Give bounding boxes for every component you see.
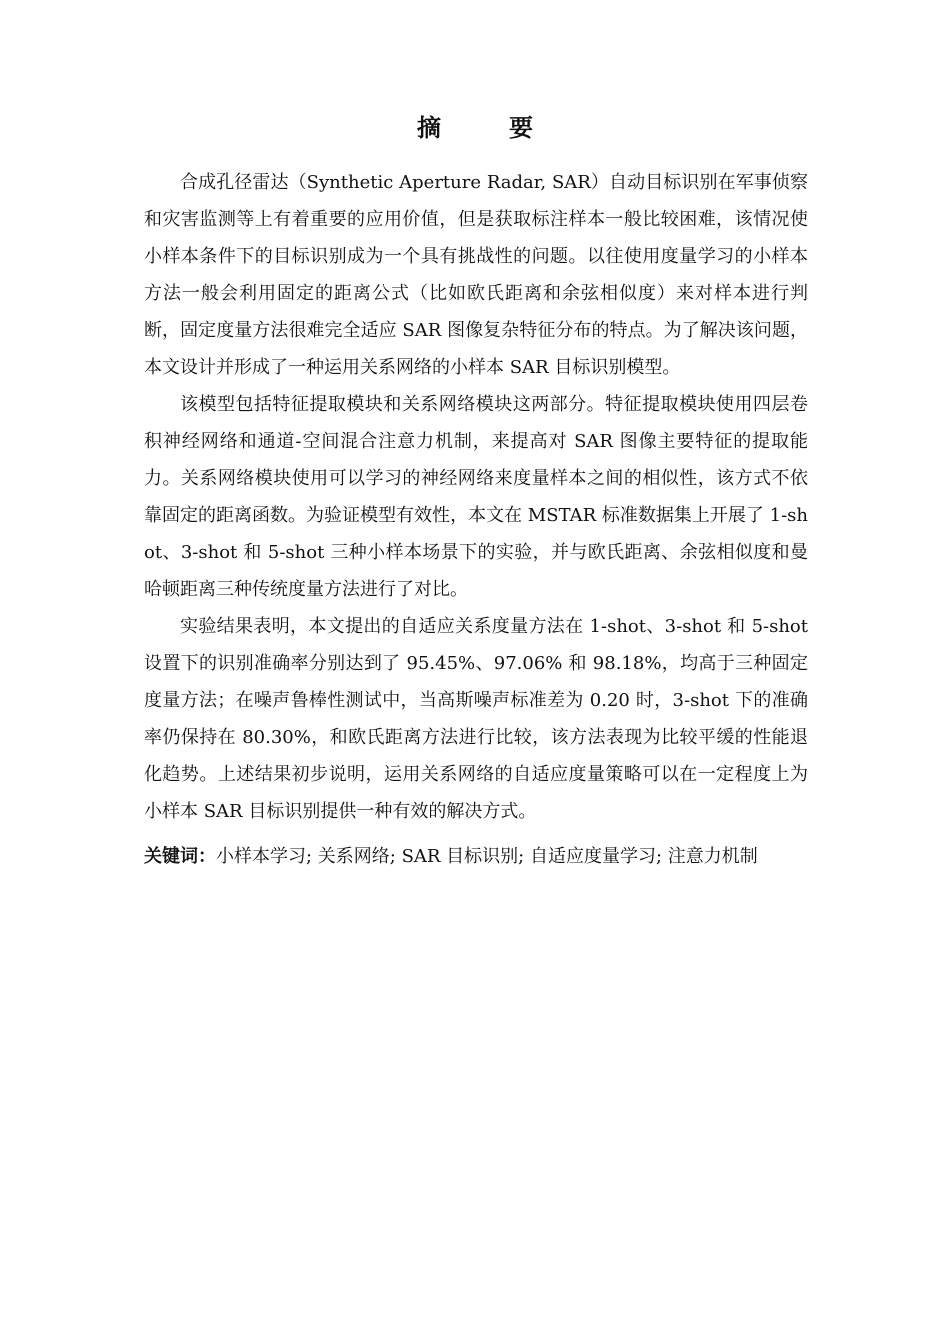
abstract-paragraph-2: 该模型包括特征提取模块和关系网络模块这两部分。特征提取模块使用四层卷积神经网络和通道-空间混合注意力机制，来提高对 SAR 图像主要特征的提取能力。关系网络模块使用可以学习的神经网络来度量样本之间的相似性，该方式不依靠固定的距离函数。为验证模型有效性，本文在 MSTAR 标准数据集上开展了 1-shot、3-shot 和 5-shot 三种小样本场景下的实验，并与欧氏距离、余弦相似度和曼哈顿距离三种传统度量方法进行了对比。 [144,394,808,600]
abstract-paragraph-1: 合成孔径雷达（Synthetic Aperture Radar, SAR）自动目标识别在军事侦察和灾害监测等上有着重要的应用价值，但是获取标注样本一般比较困难，该情况使小样本条件下的目标识别成为一个具有挑战性的问题。以往使用度量学习的小样本方法一般会利用固定的距离公式（比如欧氏距离和余弦相似度）来对样本进行判断，固定度量方法很难完全适应 SAR 图像复杂特征分布的特点。为了解决该问题，本文设计并形成了一种运用关系网络的小样本 SAR 目标识别模型。 [144,172,808,378]
abstract-paragraph-3: 实验结果表明，本文提出的自适应关系度量方法在 1-shot、3-shot 和 5-shot 设置下的识别准确率分别达到了 95.45%、97.06% 和 98.18%，均高于三种固定度量方法；在噪声鲁棒性测试中，当高斯噪声标准差为 0.20 时，3-shot 下的准确率仍保持在 80.30%，和欧氏距离方法进行比较，该方法表现为比较平缓的性能退化趋势。上述结果初步说明，运用关系网络的自适应度量策略可以在一定程度上为小样本 SAR 目标识别提供一种有效的解决方式。 [144,616,808,822]
keywords-label: 关键词： [144,846,216,867]
keywords-line [144,842,808,872]
abstract-title: 摘 要 [417,114,555,142]
abstract-body [144,164,808,872]
keywords-value: 小样本学习; 关系网络; SAR 目标识别; 自适应度量学习; 注意力机制 [216,846,758,867]
